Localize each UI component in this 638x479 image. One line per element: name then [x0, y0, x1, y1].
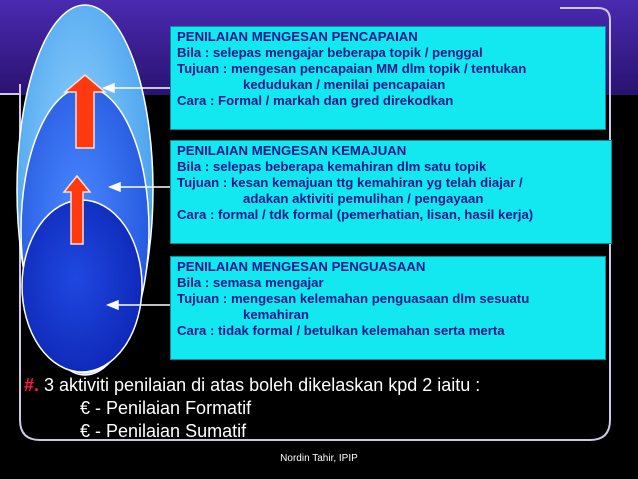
box-title: PENILAIAN MENGESAN KEMAJUAN [177, 143, 407, 158]
box-tujuan-cont: adakan aktiviti pemulihan / pengayaan [243, 191, 484, 206]
box-bila: Bila : semasa mengajar [177, 275, 324, 290]
summary-item-sumatif: € - Penilaian Sumatif [80, 421, 247, 441]
info-box-pencapaian [170, 26, 606, 130]
box-title: PENILAIAN MENGESAN PENCAPAIAN [177, 29, 418, 44]
box-cara: Cara : tidak formal / betulkan kelemahan serta merta [177, 323, 505, 338]
box-tujuan: Tujuan : kesan kemajuan ttg kemahiran yg telah diajar / [177, 175, 523, 190]
summary-sentence: 3 aktiviti penilaian di atas boleh dikelaskan kpd 2 iaitu : [39, 375, 481, 395]
box-tujuan-cont: kedudukan / menilai pencapaian [243, 77, 446, 92]
box-tujuan: Tujuan : mengesan kelemahan penguasaan dlm sesuatu [177, 291, 530, 306]
summary-line [24, 374, 480, 397]
box-bila: Bila : selepas mengajar beberapa topik / penggal [177, 45, 483, 60]
footer-credit: Nordin Tahir, IPIP [280, 453, 358, 464]
info-box-penguasaan [170, 256, 606, 360]
box-title: PENILAIAN MENGESAN PENGUASAAN [177, 259, 426, 274]
box-cara: Cara : formal / tdk formal (pemerhatian, lisan, hasil kerja) [177, 207, 534, 222]
box-cara: Cara : Formal / markah dan gred direkodkan [177, 93, 454, 108]
box-tujuan: Tujuan : mengesan pencapaian MM dlm topik / tentukan [177, 61, 527, 76]
summary-marker: #. [24, 375, 40, 395]
box-bila: Bila : selepas beberapa kemahiran dlm satu topik [177, 159, 487, 174]
info-box-kemajuan [170, 140, 612, 244]
summary-item-formatif: € - Penilaian Formatif [80, 398, 252, 418]
box-tujuan-cont: kemahiran [243, 307, 309, 322]
summary-text [24, 374, 480, 443]
